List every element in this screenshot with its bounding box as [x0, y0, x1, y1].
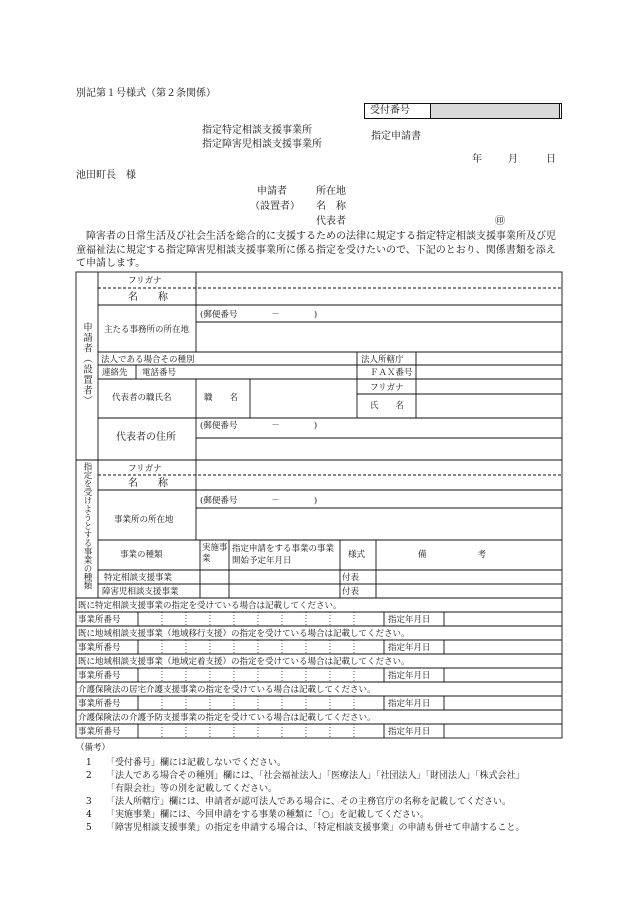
applicant-name-label: 名 称	[128, 292, 168, 303]
history-note-5: 介護保険法の介護予防支援事業の指定を受けている場合は記載してください。	[78, 713, 376, 723]
col-implementation: 実施事業	[202, 543, 228, 564]
postal-code-field[interactable]: (郵便番号 － )	[200, 310, 318, 320]
designated-date-label-2: 指定年月日	[388, 643, 431, 653]
history-note-2: 既に地域相談支援事業（地域移行支援）の指定を受けている場合は記載してください。	[78, 629, 410, 639]
intro-paragraph: 障害者の日常生活及び社会生活を総合的に支援するための法律に規定する指定特定相談支援事業所及び児童福祉法に規定する指定障害児相談支援事業所に係る指定を受けたいので、下記のとおり、関係書類を添えて申請します。	[76, 231, 556, 269]
corp-office-label: 法人所轄庁	[361, 355, 404, 365]
designated-date-label-1: 指定年月日	[388, 615, 431, 625]
office-no-label-5: 事業所番号	[78, 727, 121, 737]
applicant-label: 申請者	[257, 186, 287, 197]
name-label: 名 称	[316, 201, 346, 212]
business-name-label: 名 称	[128, 478, 168, 489]
remark-4-text: 「実施事業」欄には、今回申請をする事業の種類に「○」を記載してください。	[106, 810, 429, 820]
office-no-label-4: 事業所番号	[78, 699, 121, 709]
phone-label: 電話番号	[142, 368, 177, 378]
position-label: 職 名	[204, 393, 239, 403]
office-address-label: 事業所の所在地	[114, 515, 174, 525]
applicant-side-label: 申請者（設置者）	[81, 322, 92, 406]
addressee: 池田町長 様	[76, 170, 136, 181]
attached-table-1: 付表	[342, 573, 360, 583]
founder-label: （設置者）	[250, 201, 300, 212]
rep-address-label: 代表者の住所	[116, 432, 176, 443]
remark-4	[86, 809, 429, 822]
col-remarks: 備 考	[418, 550, 487, 560]
remark-2	[86, 770, 525, 783]
main-office-label: 主たる事務所の所在地	[104, 325, 190, 335]
title-suffix: 指定申請書	[371, 131, 421, 142]
seal-mark: ㊞	[495, 216, 505, 227]
attached-table-2: 付表	[342, 587, 360, 597]
remark-2-continued: 「有限会社」等の別を記載してください。	[106, 784, 278, 794]
fax-label: ＦＡＸ番号	[370, 368, 413, 378]
col-business-type: 事業の種類	[120, 550, 163, 560]
form-title: 別記第１号様式（第２条関係）	[76, 88, 216, 99]
business-side-label: 指定を受けようとする事業の種類	[82, 462, 92, 590]
remark-5-text: 「障害児相談支援事業」の指定を申請する場合は、「特定相談支援事業」の申請も併せて申請すること。	[106, 823, 525, 833]
remark-3-text: 「法人所轄庁」欄には、申請者が認可法人である場合に、その主務官庁の名称を記載してください。	[106, 797, 512, 807]
title-line-1: 指定特定相談支援事業所	[202, 125, 312, 136]
history-note-1: 既に特定相談支援事業の指定を受けている場合は記載してください。	[78, 601, 342, 611]
col-start-date: 指定申請をする事業の事業開始予定年月日	[232, 544, 335, 566]
title-line-2: 指定障害児相談支援事業所	[202, 139, 322, 150]
remark-5	[86, 822, 525, 835]
date-day: 日	[546, 154, 556, 165]
remark-2-num: 2	[86, 771, 92, 781]
history-note-4: 介護保険法の居宅介護支援事業の指定を受けている場合は記載してください。	[78, 685, 376, 695]
rep-title-name-label: 代表者の職氏名	[112, 393, 172, 403]
remark-5-num: 5	[86, 823, 92, 833]
applicant-furigana-label: フリガナ	[128, 276, 162, 286]
col-form: 様式	[348, 550, 366, 560]
remarks-heading: （備考）	[76, 743, 111, 753]
remark-1-text: 「受付番号」欄には記載しないでください。	[106, 758, 287, 768]
representative-label: 代表者	[316, 216, 346, 227]
address-label: 所在地	[316, 186, 346, 197]
remark-4-num: 4	[86, 810, 92, 820]
history-note-3: 既に地域相談支援事業（地域定着支援）の指定を受けている場合は記載してください。	[78, 657, 410, 667]
row-specific-consultation: 特定相談支援事業	[104, 573, 173, 583]
designated-date-label-3: 指定年月日	[388, 671, 431, 681]
designated-date-label-4: 指定年月日	[388, 699, 431, 709]
row-child-consultation: 障害児相談支援事業	[102, 587, 179, 597]
business-furigana-label: フリガナ	[128, 464, 162, 474]
corp-type-label: 法人である場合その種別	[101, 355, 195, 365]
business-postal-code-field[interactable]: (郵便番号 － )	[200, 496, 318, 506]
full-name-label: 氏 名	[370, 401, 405, 411]
remark-1-num: 1	[86, 758, 92, 768]
designated-date-label-5: 指定年月日	[388, 727, 431, 737]
office-no-label-3: 事業所番号	[78, 671, 121, 681]
receipt-number-label: 受付番号	[370, 105, 410, 116]
rep-furigana-label: フリガナ	[370, 383, 404, 393]
remark-2-text: 「法人である場合その種別」欄には、「社会福祉法人」「医療法人」「社団法人」「財団法人」「株式会社」	[106, 771, 525, 781]
date-year: 年	[472, 154, 482, 165]
rep-postal-code-field[interactable]: (郵便番号 － )	[200, 421, 318, 431]
office-no-label-1: 事業所番号	[78, 615, 121, 625]
remark-3-num: 3	[86, 797, 92, 807]
office-no-label-2: 事業所番号	[78, 643, 121, 653]
date-month: 月	[508, 154, 518, 165]
remark-3	[86, 796, 511, 809]
contact-label: 連絡先	[102, 368, 128, 378]
remark-1	[86, 757, 286, 770]
